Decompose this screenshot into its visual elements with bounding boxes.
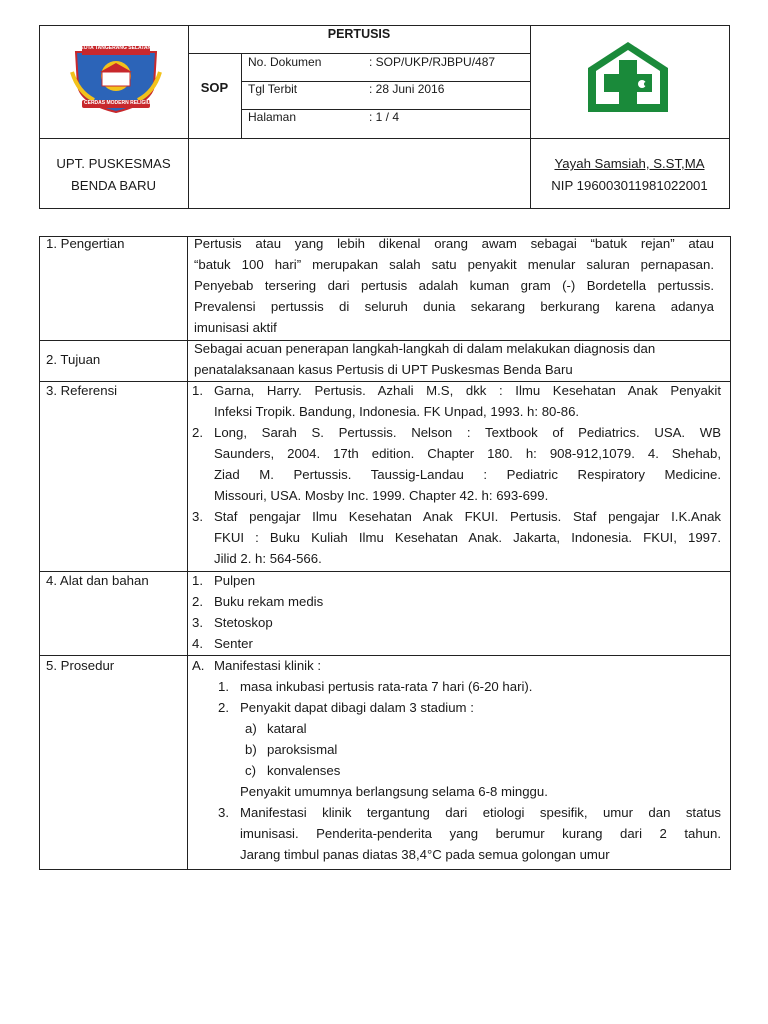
pengertian-line: Pertusis atau yang lebih dikenal orang awam sebagai “batuk rejan” atau: [194, 236, 714, 251]
section-label-tujuan: 2. Tujuan: [46, 352, 101, 367]
list-number: 1.: [192, 573, 203, 588]
reference-line: Ziad M. Pertussis. Taussig-Landau : Pediatric Respiratory Medicine.: [214, 467, 721, 482]
border: [39, 869, 730, 870]
reference-line: FKUI : Buku Kuliah Ilmu Kesehatan Anak. Jakarta, Indonesia. FKUI, 1997.: [214, 530, 721, 545]
procedure-item: Manifestasi klinik tergantung dari etiologi spesifik, umur dan status: [240, 805, 721, 820]
procedure-heading: Manifestasi klinik :: [214, 658, 322, 673]
stage-item: kataral: [267, 721, 307, 736]
doc-number-value: : SOP/UKP/RJBPU/487: [369, 55, 496, 69]
pengertian-line: imunisasi aktif: [194, 320, 277, 335]
border: [187, 236, 188, 870]
procedure-item: Penyakit dapat dibagi dalam 3 stadium :: [240, 700, 474, 715]
emblem-top-text: KOTA TANGERANG SELATAN: [80, 45, 152, 51]
pengertian-line: Prevalensi pertussis di seluruh dunia sekarang berkurang karena adanya: [194, 299, 714, 314]
sop-label: SOP: [200, 80, 229, 95]
border: [729, 25, 730, 209]
document-title: PERTUSIS: [327, 27, 391, 41]
list-number: 3.: [218, 805, 229, 820]
list-number: c): [245, 763, 256, 778]
tujuan-line: Sebagai acuan penerapan langkah-langkah di dalam melakukan diagnosis dan: [194, 341, 656, 356]
signer-name: Yayah Samsiah, S.ST,MA: [554, 156, 705, 171]
list-number: a): [245, 721, 257, 736]
list-number: 3.: [192, 615, 203, 630]
border: [39, 655, 730, 656]
border: [188, 53, 530, 54]
border: [39, 208, 729, 209]
emblem-bottom-text: CERDAS MODERN RELIGIUS: [84, 100, 154, 106]
list-number: 2.: [218, 700, 229, 715]
page-label: Halaman: [248, 110, 297, 124]
border: [241, 53, 242, 138]
procedure-item: masa inkubasi pertusis rata-rata 7 hari (6-20 hari).: [240, 679, 533, 694]
reference-line: Garna, Harry. Pertusis. Azhali M.S, dkk : Ilmu Kesehatan Anak Penyakit: [214, 383, 721, 398]
procedure-note: Penyakit umumnya berlangsung selama 6-8 minggu.: [240, 784, 548, 799]
border: [730, 236, 731, 870]
list-item: Senter: [214, 636, 253, 651]
list-number: b): [245, 742, 257, 757]
reference-line: Missouri, USA. Mosby Inc. 1999. Chapter 42. h: 693-699.: [214, 488, 549, 503]
issue-date-label: Tgl Terbit: [248, 82, 298, 96]
list-number: A.: [192, 658, 205, 673]
procedure-item: imunisasi. Penderita-penderita yang berumur kurang dari 2 tahun.: [240, 826, 721, 841]
section-label-prosedur: 5. Prosedur: [46, 658, 115, 673]
border: [39, 25, 729, 26]
reference-line: Saunders, 2004. 17th edition. Chapter 180. h: 908-912,1079. 4. Shehab,: [214, 446, 721, 461]
section-label-pengertian: 1. Pengertian: [46, 236, 125, 251]
border: [39, 236, 40, 870]
page-value: : 1 / 4: [369, 110, 400, 124]
section-label-referensi: 3. Referensi: [46, 383, 118, 398]
reference-line: Staf pengajar Ilmu Kesehatan Anak FKUI. Pertusis. Staf pengajar I.K.Anak: [214, 509, 721, 524]
list-number: 1.: [218, 679, 229, 694]
pengertian-line: “batuk 100 hari” merupakan salah satu penyakit menular saluran pernapasan.: [194, 257, 714, 272]
pengertian-line: Penyebab tersering dari pertusis adalah kuman gram (-) Bordetella pertussis.: [194, 278, 714, 293]
list-item: Buku rekam medis: [214, 594, 324, 609]
border: [39, 138, 729, 139]
stage-item: paroksismal: [267, 742, 338, 757]
issue-date-value: : 28 Juni 2016: [369, 82, 445, 96]
reference-line: Jilid 2. h: 564-566.: [214, 551, 322, 566]
signer-nip: NIP 196003011981022001: [551, 178, 708, 193]
doc-number-label: No. Dokumen: [248, 55, 322, 69]
list-number: 2.: [192, 425, 203, 440]
org-name-line1: UPT. PUSKESMAS: [56, 156, 171, 171]
procedure-item: Jarang timbul panas diatas 38,4°C pada semua golongan umur: [240, 847, 610, 862]
list-number: 4.: [192, 636, 203, 651]
list-number: 2.: [192, 594, 203, 609]
section-label-alat: 4. Alat dan bahan: [46, 573, 149, 588]
puskesmas-logo-icon: [582, 40, 674, 120]
list-item: Stetoskop: [214, 615, 273, 630]
reference-line: Infeksi Tropik. Bandung, Indonesia. FK Unpad, 1993. h: 80-86.: [214, 404, 580, 419]
reference-line: Long, Sarah S. Pertussis. Nelson : Textbook of Pediatrics. USA. WB: [214, 425, 721, 440]
org-name-line2: BENDA BARU: [70, 178, 156, 193]
list-number: 1.: [192, 383, 203, 398]
list-number: 3.: [192, 509, 203, 524]
stage-item: konvalenses: [267, 763, 341, 778]
list-item: Pulpen: [214, 573, 256, 588]
tujuan-line: penatalaksanaan kasus Pertusis di UPT Puskesmas Benda Baru: [194, 362, 573, 377]
